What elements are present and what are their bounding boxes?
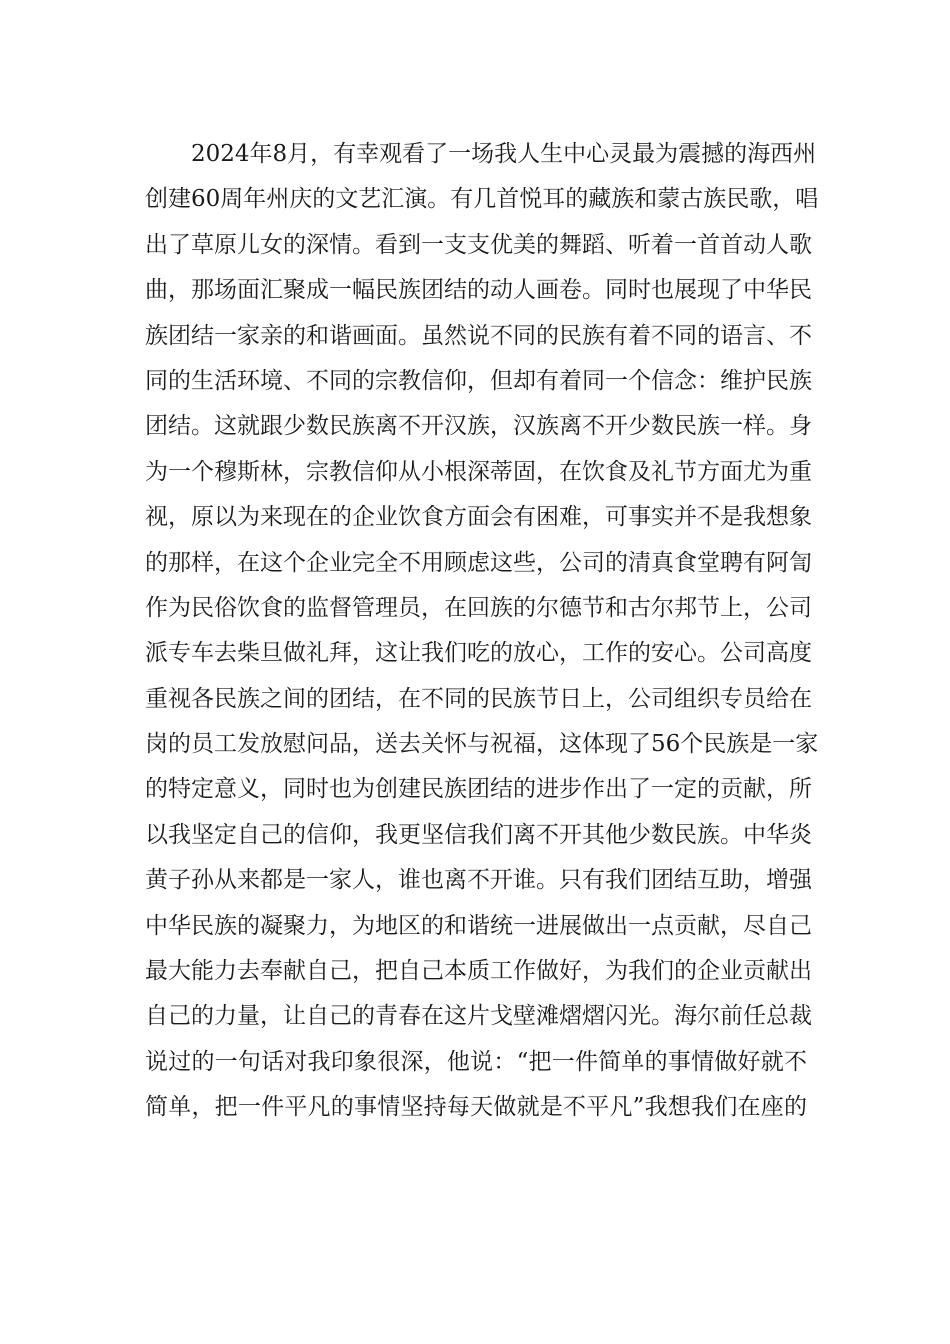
- text-line: 出了草原儿女的深情。看到一支支优美的舞蹈、听着一首首动人歌: [145, 231, 812, 258]
- text-line: 黄子孙从来都是一家人，谁也离不开谁。只有我们团结互助，增强: [145, 867, 812, 894]
- text-line: 派专车去柴旦做礼拜，这让我们吃的放心，工作的安心。公司高度: [145, 640, 812, 667]
- body-paragraph: [145, 132, 819, 1131]
- text-line: 族团结一家亲的和谐画面。虽然说不同的民族有着不同的语言、不: [145, 322, 812, 349]
- text-line: 为一个穆斯林，宗教信仰从小根深蒂固，在饮食及礼节方面尤为重: [145, 458, 812, 485]
- text-line: 视，原以为来现在的企业饮食方面会有困难，可事实并不是我想象: [145, 504, 812, 531]
- text-line: 作为民俗饮食的监督管理员，在回族的尔德节和古尔邦节上，公司: [145, 594, 812, 621]
- text-line: 简单，把一件平凡的事情坚持每天做就是不平凡”我想我们在座的: [145, 1094, 807, 1121]
- text-line: 的特定意义，同时也为创建民族团结的进步作出了一定的贡献，所: [145, 776, 812, 803]
- text-line: 2024年8月，有幸观看了一场我人生中心灵最为震撼的海西州: [191, 141, 817, 167]
- text-line: 团结。这就跟少数民族离不开汉族，汉族离不开少数民族一样。身: [145, 413, 812, 440]
- text-line: 岗的员工发放慰问品，送去关怀与祝福，这体现了56个民族是一家: [145, 731, 819, 758]
- text-line: 以我坚定自己的信仰，我更坚信我们离不开其他少数民族。中华炎: [145, 821, 812, 848]
- text-line: 最大能力去奉献自己，把自己本质工作做好，为我们的企业贡献出: [145, 958, 812, 985]
- text-line: 的那样，在这个企业完全不用顾虑这些，公司的清真食堂聘有阿訇: [145, 549, 812, 576]
- text-line: 中华民族的凝聚力，为地区的和谐统一进展做出一点贡献，尽自己: [145, 912, 812, 939]
- text-line: 重视各民族之间的团结，在不同的民族节日上，公司组织专员给在: [145, 685, 812, 712]
- text-line: 自己的力量，让自己的青春在这片戈壁滩熠熠闪光。海尔前任总裁: [145, 1003, 812, 1030]
- text-line: 曲，那场面汇聚成一幅民族团结的动人画卷。同时也展现了中华民: [145, 277, 812, 304]
- text-line: 同的生活环境、不同的宗教信仰，但却有着同一个信念：维护民族: [145, 367, 812, 394]
- text-line: 创建60周年州庆的文艺汇演。有几首悦耳的藏族和蒙古族民歌，唱: [145, 186, 819, 213]
- text-line: 说过的一句话对我印象很深，他说：“把一件简单的事情做好就不: [145, 1048, 807, 1075]
